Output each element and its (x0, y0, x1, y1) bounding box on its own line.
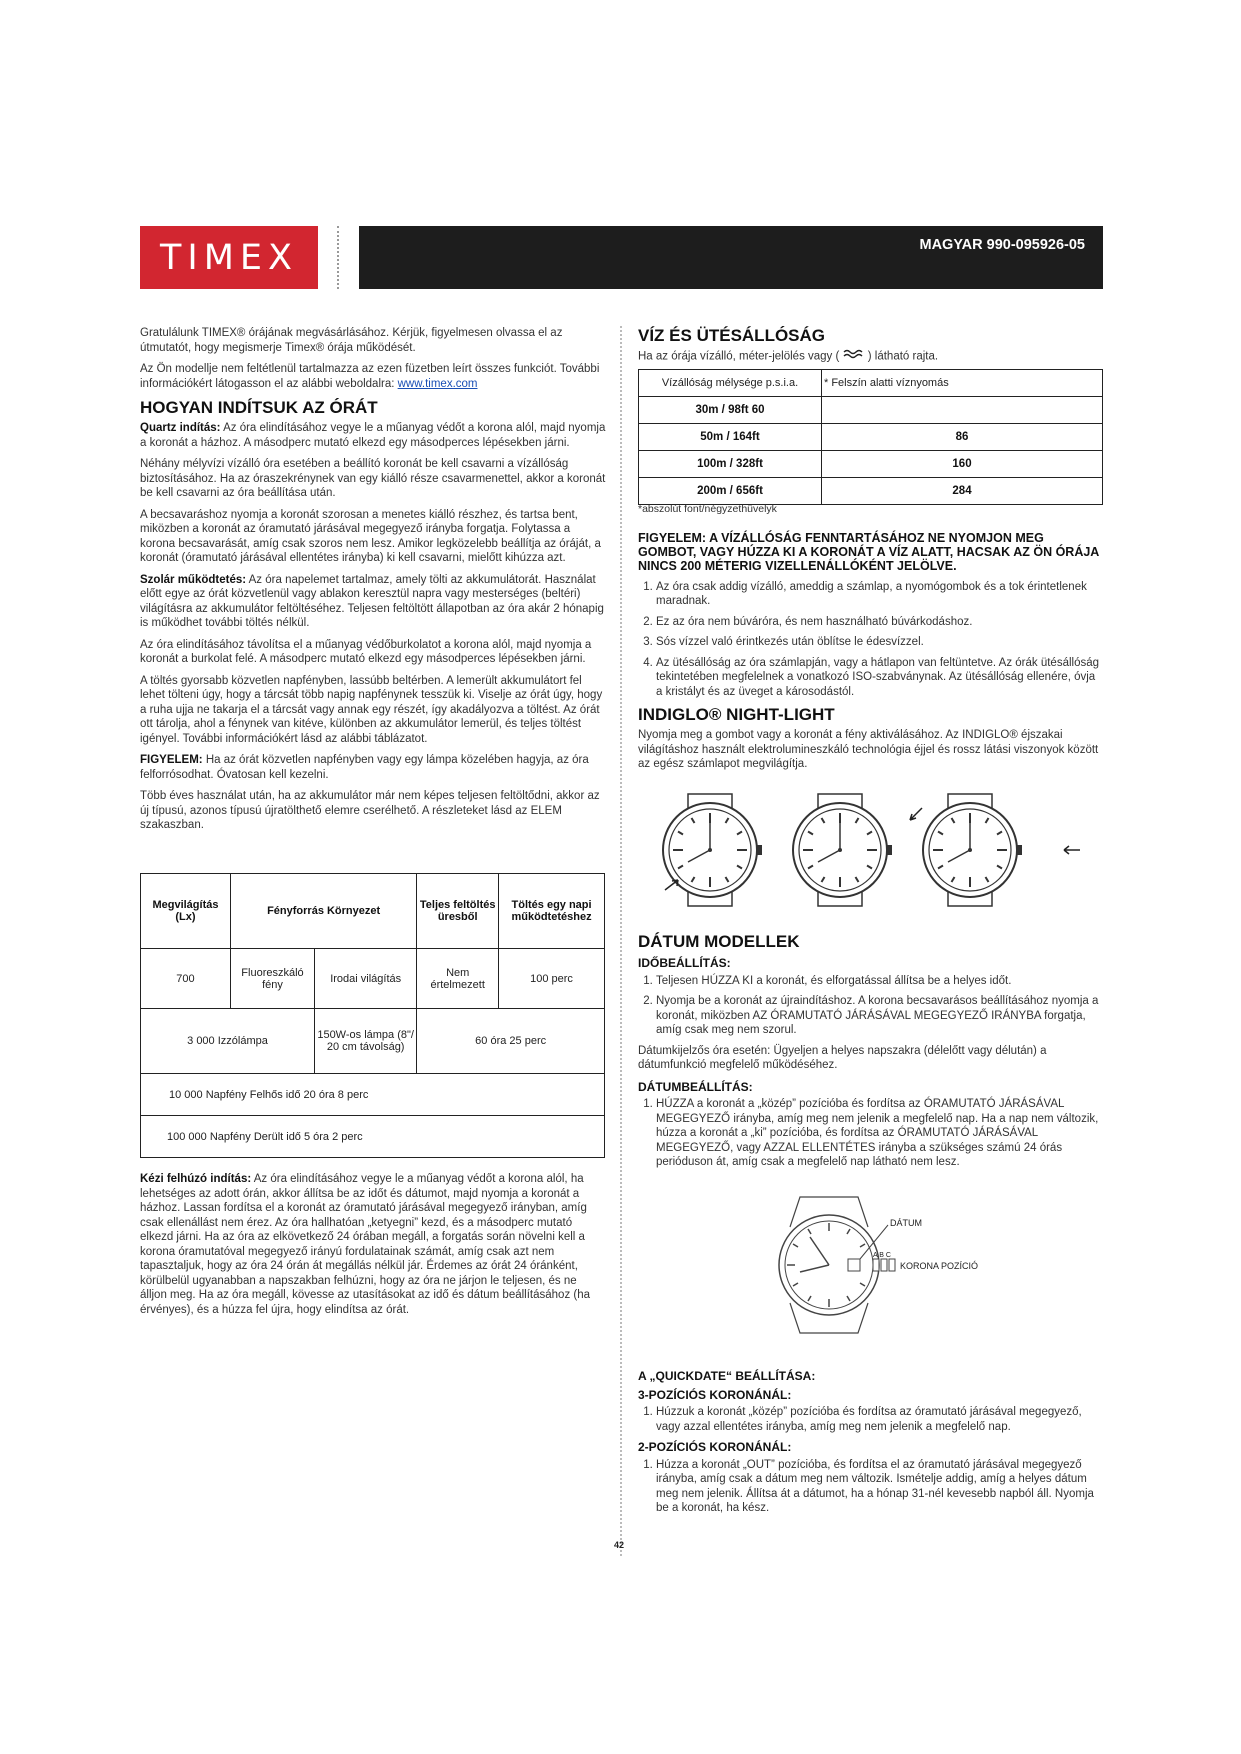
quickdate-section (638, 1365, 1103, 1522)
manual-paragraph: Kézi felhúzó indítás: Az óra elindításához vegye le a műanyag védőt a korona alól, ha lehetséges az adott órán, akkor állítsa be az időt és dátumot, majd nyomja a koronát a házhoz. Lassan fordítsa el a koronát az óramutató járásával megegyező irányban, amíg csak ellenállást nem érez. Az óra hallhatóan „ketyegni” kezd, és a másodperc mutató elkezd járni. Ha az óra az elkövetkező 24 órában megáll, a forgatás során növelni kell a korona óramutatóval megegyező irányú fordulatainak számát, amíg csak azt nem tapasztaljuk, hogy az óra 24 órán át megállás nélkül jár. Érdemes az órát 24 óránként, körülbelül ugyanabban a napszakban felhúzni, hogy az óra ne járjon le teljesen, és ne álljon meg. Ha az óra megáll, kövesse az utasításokat az idő és dátum beállításához (ha érvényes), és a húzza fel újra, hogy elindítsa az órát. (140, 1173, 591, 1316)
page-number: 42 (614, 1540, 625, 1550)
table-cell: 160 (822, 451, 1103, 478)
diagram-abc-label: A B C (873, 1252, 891, 1259)
intro-paragraph: Gratulálunk TIMEX® órájának megvásárlásához. Kérjük, figyelmesen olvassa el az útmutatót, hogy megismerje Timex® órája működését. (140, 327, 563, 354)
battery-paragraph: Több éves használat után, ha az akkumulátor már nem képes teljesen feltöltődni, akkor az új típusú, azonos típusú újratölthető elemre cserélhető. A részleteket lásd az ELEM szakaszban. (140, 790, 600, 831)
list-item: 1. Húzzuk a koronát „közép” pozícióba és fordítsa az óramutató járásával megegyező, vagy azzal ellentétes irányba, amíg meg nem jelenik a megfelelő nap. (656, 1405, 1103, 1434)
pos3-list (638, 1405, 1103, 1434)
list-item: 1. Az óra csak addig vízálló, ameddig a számlap, a nyomógombok és a tok érintetlenek maradnak. (656, 580, 1103, 609)
arrow-icon (665, 880, 678, 890)
table-cell: 3 000 Izzólámpa (141, 1009, 315, 1074)
section-title-start: HOGYAN INDÍTSUK AZ ÓRÁT (140, 398, 378, 417)
screw-paragraph: A becsavaráshoz nyomja a koronát szorosan a menetes kiálló részhez, és tartsa bent, miközben a koronát az óramutató járásával megegyező irányba forgatja. Folytassa a korona becsavarását, amíg csak szoros nem lesz. Amikor legközelebb beállítja az óráját, a koronát (óramutató járásával ellentétes irányba) ki kell csavarni, mielőtt kihúzza azt. (140, 508, 601, 564)
table-header: * Felszín alatti víznyomás (822, 370, 1103, 397)
right-column (638, 326, 1103, 371)
diagram-crown-label: KORONA POZÍCIÓ (900, 1261, 979, 1271)
solar-paragraph: Szolár működtetés: Az óra napelemet tartalmaz, amely tölti az akkumulátorát. Használat előtt egye az órát közvetlenül vagy ablakon keresztül napra vagy mesterséges (beltéri) világításra az akkumulátor feltöltéséhez. Teljesen feltöltött állapotban az óra akár 2 hónapig is működhet további töltés nélkül. (140, 573, 604, 629)
table-cell: 284 (822, 478, 1103, 505)
water-list (638, 580, 1103, 700)
subtitle-quickdate: A „QUICKDATE“ BEÁLLÍTÁSA: (638, 1369, 816, 1383)
left-column (140, 326, 606, 840)
table-row (141, 1116, 605, 1158)
table-row (639, 424, 1103, 451)
table-cell: 10 000 Napfény Felhős idő 20 óra 8 perc (141, 1074, 605, 1116)
arrow-icon (1064, 846, 1080, 854)
table-cell: 86 (822, 424, 1103, 451)
table-cell: 200m / 656ft (639, 478, 822, 505)
table-cell: Nem értelmezett (417, 949, 499, 1009)
table-row (141, 1074, 605, 1116)
intro-paragraph-2: Az Ön modellje nem feltétlenül tartalmazza az ezen füzetben leírt összes funkciót. További információkért látogasson el az alábbi weboldalra: www.timex.com (140, 363, 600, 390)
section-title-water: VÍZ ÉS ÜTÉSÁLLÓSÁG (638, 326, 826, 345)
table-cell: 100 000 Napfény Derült idő 5 óra 2 perc (141, 1116, 605, 1158)
table-row (639, 397, 1103, 424)
table-row (639, 451, 1103, 478)
date-set-list (638, 1097, 1103, 1170)
diagram-date-label: DÁTUM (890, 1218, 922, 1228)
solar-start-paragraph: Az óra elindításához távolítsa el a műanyag védőburkolatot a korona alól, majd nyomja a koronát a burkolat felé. A másodperc mutató elkezd egy másodperces lépésekben járni. (140, 638, 592, 665)
table-row (141, 1009, 605, 1074)
time-set-list (638, 974, 1103, 1038)
column-divider (620, 326, 622, 1556)
table-header: Fényforrás Környezet (230, 874, 416, 949)
date-display-paragraph: Dátumkijelzős óra esetén: Ügyeljen a helyes napszakra (délelőtt vagy délután) a dátumfunkció megfelelő működéséhez. (638, 1044, 1047, 1071)
table-row (639, 478, 1103, 505)
timex-logo: TIMEX (140, 226, 318, 289)
document-code: MAGYAR 990-095926-05 (919, 237, 1085, 253)
table-header: Teljes feltöltés üresből (417, 874, 499, 949)
date-section (638, 932, 1103, 1176)
table-cell: 100 perc (499, 949, 605, 1009)
indiglo-paragraph: Nyomja meg a gombot vagy a koronát a fény aktiválásához. Az INDIGLO® éjszakai világításhoz használt elektrolumineszkáló technológia éjjel és rossz látási viszonyok között az egész számlapot megvilágítja. (638, 729, 1099, 770)
water-table (638, 369, 1103, 505)
light-table (140, 873, 605, 1158)
water-footnote: *abszolút font/négyzethüvelyk (638, 503, 777, 515)
header-bar (359, 226, 1103, 289)
list-item: 1. Húzza a koronát „OUT” pozícióba, és fordítsa el az óramutató járásával megegyező irányba, amíg csak a dátum meg nem változik. Ismételje addig, amíg a helyes dátum meg nem jelenik. Állítsa át a dátumot, ha a hónap 31-nél kevesebb napból áll. Nyomja be a koronát, ha kész. (656, 1458, 1103, 1516)
subtitle-pos2: 2-POZÍCIÓS KORONÁNÁL: (638, 1440, 792, 1454)
table-cell (822, 397, 1103, 424)
warning-paragraph: FIGYELEM: Ha az órát közvetlen napfényben vagy egy lámpa közelében hagyja, az óra felforrósodhat. Óvatosan kell kezelni. (140, 754, 589, 781)
indiglo-watch-illustrations (660, 790, 1090, 910)
table-cell: Irodai világítás (315, 949, 417, 1009)
water-intro: Ha az órája vízálló, méter-jelölés vagy ( ) látható rajta. (638, 350, 939, 363)
list-item: 1. Teljesen HÚZZA KI a koronát, és elforgatással állítsa be a helyes időt. (656, 974, 1103, 989)
date-watch-diagram (770, 1195, 1000, 1335)
water-notes (638, 502, 1103, 779)
table-cell: 60 óra 25 perc (417, 1009, 605, 1074)
timex-link[interactable]: www.timex.com (397, 377, 478, 390)
list-item: 3. Sós vízzel való érintkezés után öblítse le édesvízzel. (656, 635, 1103, 650)
table-cell: 150W-os lámpa (8"/ 20 cm távolság) (315, 1009, 417, 1074)
table-header: Vízállóság mélysége p.s.i.a. (639, 370, 822, 397)
watch-icon (663, 794, 762, 906)
list-item: 4. Az ütésállóság az óra számlapján, vagy a hátlapon van feltüntetve. Az órák ütésállóság tekintetében megfelelnek a vonatkozó ISO-szabványnak. Az ütésállóság ellenére, óvja a kristályt és az üveget a károsodástól. (656, 656, 1103, 700)
subtitle-time-set: IDŐBEÁLLÍTÁS: (638, 956, 731, 970)
table-row (141, 949, 605, 1009)
waves-icon (843, 349, 865, 364)
list-item: 2. Ez az óra nem búváróra, és nem használható búvárkodáshoz. (656, 615, 1103, 630)
table-cell: 50m / 164ft (639, 424, 822, 451)
list-item: 1. HÚZZA a koronát a „közép” pozícióba és fordítsa az ÓRAMUTATÓ JÁRÁSÁVAL MEGEGYEZŐ irányba, amíg meg nem jelenik a megfelelő nap. Ha a nap nem változik, húzza a koronát a „ki” pozícióba, és fordítsa az ÓRAMUTATÓ JÁRÁSÁVAL MEGEGYEZŐ, vagy AZZAL ELLENTÉTES irányba a szükséges számú 24 órás perióduson át, amíg csak a megfelelő nap látható nem lesz. (656, 1097, 1103, 1170)
solar-charge-paragraph: A töltés gyorsabb közvetlen napfényben, lassúbb beltérben. A lemerült akkumulátort fel lehet tölteni úgy, hogy a tárcsát több napig napfénynek tesszük ki. Viselje az órát úgy, hogy a ruha ujja ne takarja el a tárcsát vagy annak egy részét, így akadályozva a töltést. Az órát ott tárolja, ahol a fénynek van kitéve, különben az akkumulátor lemerül, és teljes töltést igényel. További információkért lásd az alábbi táblázatot. (140, 674, 603, 745)
deep-water-paragraph: Néhány mélyvízi vízálló óra esetében a beállító koronát be kell csavarni a vízállóság biztosításához. Ha az óraszekrénynek van egy kiálló része csavarmenettel, akkor a koronát be kell csavarni az óra beállítása után. (140, 458, 606, 499)
table-cell: Fluoreszkáló fény (230, 949, 314, 1009)
water-warning: FIGYELEM: A VÍZÁLLÓSÁG FENNTARTÁSÁHOZ NE NYOMJON MEG GOMBOT, VAGY HÚZZA KI A KORONÁT A VÍZ ALATT, HACSAK AZ ÖN ÓRÁJA NINCS 200 MÉTERIG VIZELLENÁLLÓKÉNT JELÖLVE. (638, 530, 1099, 573)
table-cell: 700 (141, 949, 231, 1009)
list-item: 2. Nyomja be a koronát az újraindításhoz. A korona becsavarásos beállításához nyomja a koronát, miközben AZ ÓRAMUTATÓ JÁRÁSÁVAL MEGEGYEZŐ IRÁNYBA forgatja, amíg csak meg nem szorul. (656, 994, 1103, 1038)
quartz-paragraph: Quartz indítás: Az óra elindításához vegye le a műanyag védőt a korona alól, majd nyomja a koronát a házhoz. A másodperc mutató elkezd egy másodperces lépésekben járni. (140, 422, 606, 449)
header-divider (337, 226, 339, 289)
subtitle-date-set: DÁTUMBEÁLLÍTÁS: (638, 1079, 753, 1094)
arrow-icon (910, 808, 922, 820)
table-header: Megvilágítás (Lx) (141, 874, 231, 949)
section-title-date: DÁTUM MODELLEK (638, 932, 800, 951)
table-header: Töltés egy napi működtetéshez (499, 874, 605, 949)
table-cell: 30m / 98ft 60 (639, 397, 822, 424)
table-cell: 100m / 328ft (639, 451, 822, 478)
pos2-list (638, 1458, 1103, 1516)
subtitle-pos3: 3-POZÍCIÓS KORONÁNÁL: (638, 1387, 792, 1402)
section-title-indiglo: INDIGLO® NIGHT-LIGHT (638, 705, 835, 724)
manual-section (140, 1172, 606, 1324)
